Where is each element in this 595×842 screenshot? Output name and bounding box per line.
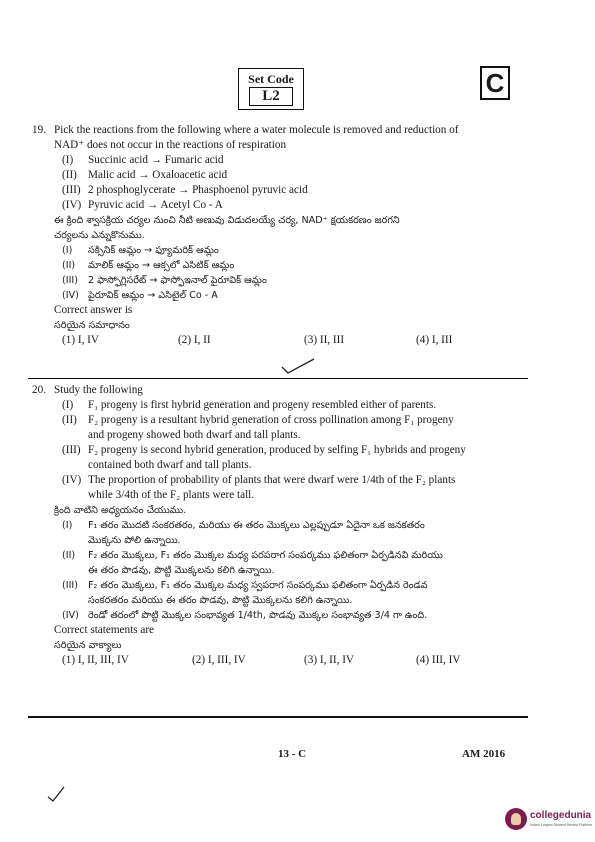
option-en: (II) Malic acid → Oxaloacetic acid bbox=[62, 169, 228, 181]
statement-en: (III) F₂ progeny is second hybrid generation, produced by selfing F₁ hybrids and progeny bbox=[62, 444, 466, 456]
answer-choice-2[interactable]: (2) I, III, IV bbox=[192, 654, 246, 666]
option-en: (I) Succinic acid → Fumaric acid bbox=[62, 154, 224, 166]
correct-answer-label: Correct answer is bbox=[54, 304, 133, 316]
option-te: (IV) పైరూవిక్ ఆమ్లం → ఎసిటైల్ Co - A bbox=[62, 290, 218, 301]
option-te: (I) సక్సినిక్ ఆమ్లం → ఫ్యూమరిక్ ఆమ్లం bbox=[62, 245, 219, 256]
correct-answer-label-telugu: సరియైన వాక్యాలు bbox=[54, 640, 122, 651]
statement-te: (I) F₁ తరం మొదటి సంకరతరం, మరియు ఈ తరం మొక్కలు ఎల్లప్పుడూ ఏదైనా ఒక జనకతరం bbox=[62, 520, 425, 531]
brand-tagline: India's Largest Student Review Platform bbox=[530, 823, 593, 827]
question-divider bbox=[28, 378, 528, 379]
question-stem: Study the following bbox=[54, 384, 143, 396]
statement-te-continued: సంకరతరం మరియు ఈ తరం పొడవు, పొట్టి మొక్కలను కలిగి ఉన్నాయి. bbox=[88, 595, 353, 606]
answer-choices bbox=[54, 653, 522, 669]
question-stem: NAD⁺ does not occur in the reactions of respiration bbox=[54, 139, 287, 151]
brand-logo-icon bbox=[505, 808, 527, 830]
answer-choice-3[interactable]: (3) II, III bbox=[304, 334, 345, 346]
statement-te: (II) F₂ తరం మొక్కలు, F₁ తరం మొక్కల మధ్య పరపరాగ సంపర్కము ఫలితంగా ఏర్పడినవి మరియు bbox=[62, 550, 443, 561]
option-te: (II) మాలిక్ ఆమ్లం → ఆక్సలో ఎసిటిక్ ఆమ్లం bbox=[62, 260, 235, 271]
option-en: (IV) Pyruvic acid → Acetyl Co - A bbox=[62, 199, 223, 211]
answer-choice-1[interactable]: (1) I, II, III, IV bbox=[62, 654, 129, 666]
statement-te-continued: మొక్కను పోలి ఉన్నాయి. bbox=[88, 535, 181, 546]
statement-en-continued: and progeny showed both dwarf and tall plants. bbox=[88, 429, 301, 441]
correct-answer-label-telugu: సరియైన సమాధానం bbox=[54, 320, 130, 331]
answer-choice-1[interactable]: (1) I, IV bbox=[62, 334, 99, 346]
set-code-box bbox=[238, 68, 304, 110]
page-bottom-rule bbox=[28, 716, 528, 718]
question-19 bbox=[32, 123, 522, 349]
statement-en: (IV) The proportion of probability of plants that were dwarf were 1/4th of the F₂ plants bbox=[62, 474, 456, 486]
question-stem-telugu: చర్యలను ఎన్నుకొనుము. bbox=[54, 230, 145, 241]
option-te: (III) 2 ఫాస్ఫోగ్లిసరేట్ → ఫాస్ఫోఇనాల్ పైరూవిక్ ఆమ్లం bbox=[62, 275, 267, 286]
exam-label: AM 2016 bbox=[462, 748, 506, 760]
question-stem-telugu: క్రింది వాటిని అధ్యయనం చేయుము. bbox=[54, 505, 187, 516]
answer-choices bbox=[54, 333, 522, 349]
statement-te: (IV) రెండో తరంలో పొట్టి మొక్కల సంభావ్యత 1/4th, పొడవు మొక్కల సంభావ్యత 3/4 గా ఉంది. bbox=[62, 610, 428, 621]
answer-choice-3[interactable]: (3) I, II, IV bbox=[304, 654, 355, 666]
handwritten-tick-icon bbox=[46, 785, 68, 803]
question-number: 19. bbox=[32, 124, 46, 136]
answer-choice-4[interactable]: (4) I, III bbox=[416, 334, 453, 346]
statement-te: (III) F₂ తరం మొక్కలు, F₁ తరం మొక్కల మధ్య స్వపరాగ సంపర్కము ఫలితంగా ఏర్పడిన రెండవ bbox=[62, 580, 428, 591]
statement-te-continued: ఈ తరం పొడవు, పొట్టి మొక్కలను కలిగి ఉన్నాయి. bbox=[88, 565, 275, 576]
handwritten-tick-icon bbox=[280, 355, 320, 377]
booklet-version-box: C bbox=[480, 66, 510, 100]
set-code-value: L2 bbox=[249, 87, 293, 106]
question-stem: Pick the reactions from the following where a water molecule is removed and reduction of bbox=[54, 124, 459, 136]
set-code-label: Set Code bbox=[248, 72, 294, 86]
answer-choice-2[interactable]: (2) I, II bbox=[178, 334, 211, 346]
brand-watermark bbox=[505, 804, 591, 834]
statement-en-continued: contained both dwarf and tall plants. bbox=[88, 459, 252, 471]
option-en: (III) 2 phosphoglycerate → Phasphoenol pyruvic acid bbox=[62, 184, 308, 196]
statement-en: (I) F₁ progeny is first hybrid generation and progeny resembled either of parents. bbox=[62, 399, 437, 411]
question-20 bbox=[32, 383, 522, 669]
correct-answer-label: Correct statements are bbox=[54, 624, 155, 636]
answer-choice-4[interactable]: (4) III, IV bbox=[416, 654, 461, 666]
question-number: 20. bbox=[32, 384, 46, 396]
page-number: 13 - C bbox=[278, 748, 307, 760]
statement-en: (II) F₂ progeny is a resultant hybrid generation of cross pollination among F₁ progeny bbox=[62, 414, 454, 426]
statement-en-continued: while 3/4th of the F₂ plants were tall. bbox=[88, 489, 255, 501]
brand-name: collegedunia bbox=[530, 810, 592, 821]
question-stem-telugu: ఈ క్రింది శ్వాసక్రియ చర్యల నుంచి నీటి అణువు విడుదలయ్యే చర్య, NAD⁺ క్షయకరణం జరగని bbox=[54, 215, 400, 226]
